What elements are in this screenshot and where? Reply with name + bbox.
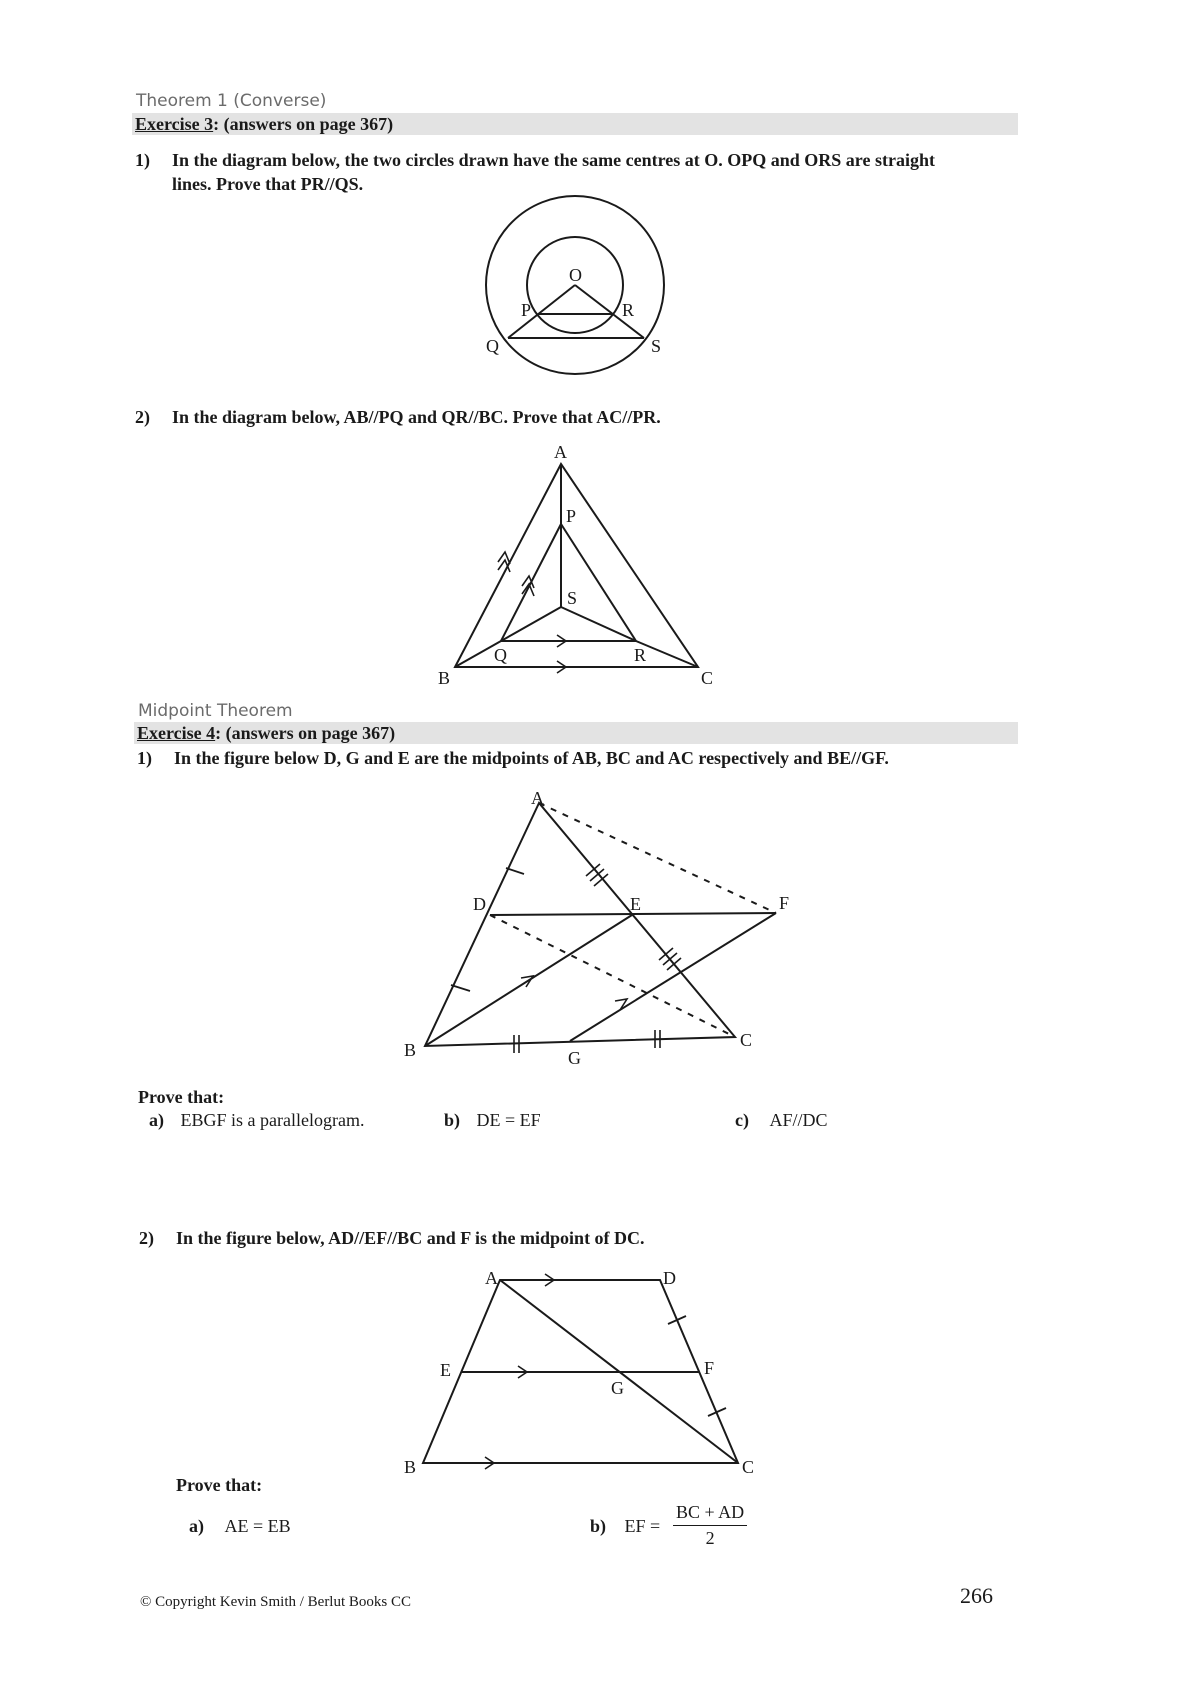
label-D: D bbox=[473, 894, 486, 914]
question-number: 2) bbox=[139, 1228, 154, 1248]
label-C: C bbox=[701, 668, 714, 688]
question-text-line-2: lines. Prove that PR//QS. bbox=[172, 174, 364, 194]
question-number: 1) bbox=[137, 748, 152, 768]
label-G: G bbox=[611, 1378, 624, 1398]
question-number: 1) bbox=[135, 150, 150, 170]
prove-part-b-2 bbox=[590, 1516, 660, 1537]
label-D: D bbox=[663, 1268, 676, 1288]
label-A: A bbox=[485, 1268, 498, 1288]
label-B: B bbox=[404, 1040, 417, 1060]
label-E: E bbox=[630, 894, 641, 914]
label-P: P bbox=[521, 300, 532, 320]
label-C: C bbox=[740, 1030, 753, 1050]
label-A: A bbox=[554, 442, 567, 462]
fraction bbox=[673, 1502, 747, 1549]
question-text: In the diagram below, AB//PQ and QR//BC. Prove that AC//PR. bbox=[172, 407, 661, 427]
label-F: F bbox=[779, 893, 790, 913]
part-label: a) bbox=[149, 1110, 164, 1130]
part-label: b) bbox=[590, 1516, 607, 1536]
section-title-midpoint-theorem: Midpoint Theorem bbox=[138, 701, 293, 721]
page-number: 266 bbox=[960, 1583, 993, 1608]
label-C: C bbox=[742, 1457, 755, 1477]
fraction-denominator: 2 bbox=[705, 1528, 715, 1548]
exercise-3-title: Exercise 3 bbox=[135, 114, 214, 134]
label-S: S bbox=[567, 588, 578, 608]
part-label: c) bbox=[735, 1110, 749, 1130]
label-B: B bbox=[438, 668, 451, 688]
label-R: R bbox=[634, 645, 647, 665]
label-S: S bbox=[651, 336, 662, 356]
part-text: AF//DC bbox=[769, 1110, 828, 1130]
question-number: 2) bbox=[135, 407, 150, 427]
exercise-3-answers: : (answers on page 367) bbox=[213, 114, 394, 134]
exercise-4-title: Exercise 4 bbox=[137, 723, 216, 743]
part-label: b) bbox=[444, 1110, 461, 1130]
label-B: B bbox=[404, 1457, 417, 1477]
prove-that-heading-2: Prove that: bbox=[176, 1475, 263, 1495]
prove-part-a-2 bbox=[189, 1516, 291, 1537]
equation-lhs: EF = bbox=[624, 1516, 661, 1536]
section-title-theorem-converse: Theorem 1 (Converse) bbox=[136, 91, 327, 111]
part-text: DE = EF bbox=[476, 1110, 541, 1130]
label-P: P bbox=[566, 506, 577, 526]
part-text: AE = EB bbox=[224, 1516, 291, 1536]
question-text: In the figure below, AD//EF//BC and F is the midpoint of DC. bbox=[176, 1228, 645, 1248]
label-G: G bbox=[568, 1048, 581, 1068]
prove-that-heading-1: Prove that: bbox=[138, 1087, 225, 1107]
label-O: O bbox=[569, 265, 582, 285]
fraction-numerator: BC + AD bbox=[673, 1502, 747, 1526]
label-A: A bbox=[531, 788, 544, 808]
exercise-4-answers: : (answers on page 367) bbox=[215, 723, 396, 743]
copyright-footer: © Copyright Kevin Smith / Berlut Books CC bbox=[140, 1594, 411, 1610]
label-E: E bbox=[440, 1360, 451, 1380]
question-text: In the figure below D, G and E are the midpoints of AB, BC and AC respectively and BE//GF. bbox=[174, 748, 889, 768]
label-F: F bbox=[704, 1358, 715, 1378]
part-text: EBGF is a parallelogram. bbox=[180, 1110, 365, 1130]
label-R: R bbox=[622, 300, 635, 320]
label-Q: Q bbox=[486, 336, 499, 356]
question-text-line-1: In the diagram below, the two circles drawn have the same centres at O. OPQ and ORS are straight bbox=[172, 150, 935, 170]
label-Q: Q bbox=[494, 645, 507, 665]
part-label: a) bbox=[189, 1516, 204, 1536]
